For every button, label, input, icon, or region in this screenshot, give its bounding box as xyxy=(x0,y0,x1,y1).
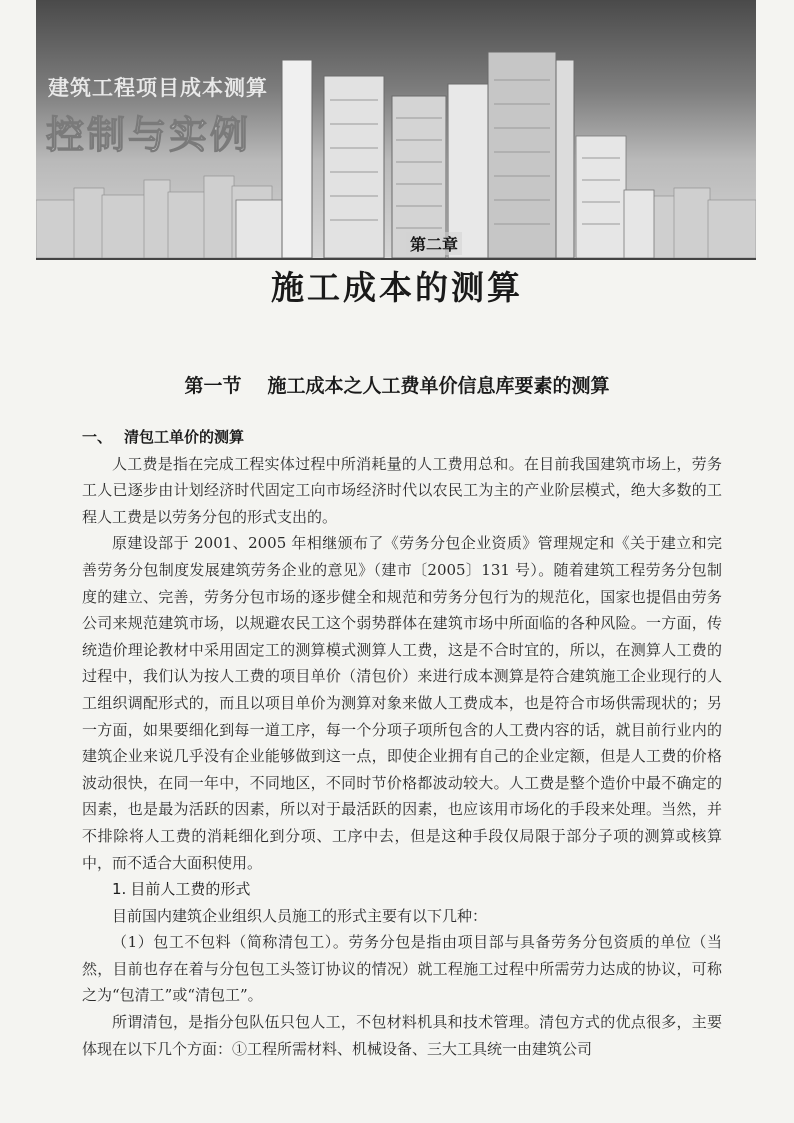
chapter-title: 施工成本的测算 xyxy=(271,268,523,307)
header-banner xyxy=(36,0,756,258)
item-heading xyxy=(82,876,722,903)
subsection-heading xyxy=(82,424,722,451)
chapter-label: 第二章 xyxy=(406,232,462,255)
item-number: 1. xyxy=(112,880,127,899)
item-title: 目前人工费的形式 xyxy=(130,880,251,899)
book-series-subtitle: 控制与实例 xyxy=(46,113,252,157)
paragraph: 原建设部于 2001、2005 年相继颁布了《劳务分包企业资质》管理规定和《关于建立和完善劳务分包制度发展建筑劳务企业的意见》（建市〔2005〕131 号）。随着建筑工程劳务分包制度的建立、完善，劳务分包市场的逐步健全和规范和劳务分包行为的规范化，国家也提倡由劳务公司来规范建筑市场，以规避农民工这个弱势群体在建筑市场中所面临的各种风险。一方面，传统造价理论教材中采用固定工的测算模式测算人工费，这是不合时宜的，所以，在测算人工费的过程中，我们认为按人工费的项目单价（清包价）来进行成本测算是符合建筑施工企业现行的人工组织调配形式的，而且以项目单价为测算对象来做人工费成本，也是符合市场供需现状的；另一方面，如果要细化到每一道工序，每一个分项子项所包含的人工费内容的话，就目前行业内的建筑企业来说几乎没有企业能够做到这一点，即使企业拥有自己的企业定额，但是人工费的价格波动很快，在同一年中，不同地区，不同时节价格都波动较大。人工费是整个造价中最不确定的因素，也是最为活跃的因素，所以对于最活跃的因素，也应该用市场化的手段来处理。当然，并不排除将人工费的消耗细化到分项、工序中去，但是这种手段仅局限于部分子项的测算或核算中，而不适合大面积使用。 xyxy=(82,534,722,872)
paragraph: 所谓清包，是指分包队伍只包人工，不包材料机具和技术管理。清包方式的优点很多，主要体现在以下几个方面：①工程所需材料、机械设备、三大工具统一由建筑公司 xyxy=(82,1013,722,1058)
subsection-title: 清包工单价的测算 xyxy=(124,428,245,446)
book-series-title: 建筑工程项目成本测算 xyxy=(48,76,268,100)
section-heading xyxy=(0,371,794,398)
paragraph: 人工费是指在完成工程实体过程中所消耗量的人工费用总和。在目前我国建筑市场上，劳务工人已逐步由计划经济时代固定工向市场经济时代以农民工为主的产业阶层模式，绝大多数的工程人工费是以劳务分包的形式支出的。 xyxy=(82,454,722,526)
banner-divider xyxy=(36,258,756,260)
section-title-text: 施工成本之人工费单价信息库要素的测算 xyxy=(267,375,610,397)
section-number: 第一节 xyxy=(184,375,242,397)
paragraph: （1）包工不包料（简称清包工）。劳务分包是指由项目部与具备劳务分包资质的单位（当然，目前也存在着与分包包工头签订协议的情况）就工程施工过程中所需劳力达成的协议，可称之为“包清工”或“清包工”。 xyxy=(82,933,722,1005)
paragraph: 目前国内建筑企业组织人员施工的形式主要有以下几种： xyxy=(112,906,488,925)
page-body xyxy=(82,424,722,1062)
subsection-number: 一、 xyxy=(82,428,113,446)
